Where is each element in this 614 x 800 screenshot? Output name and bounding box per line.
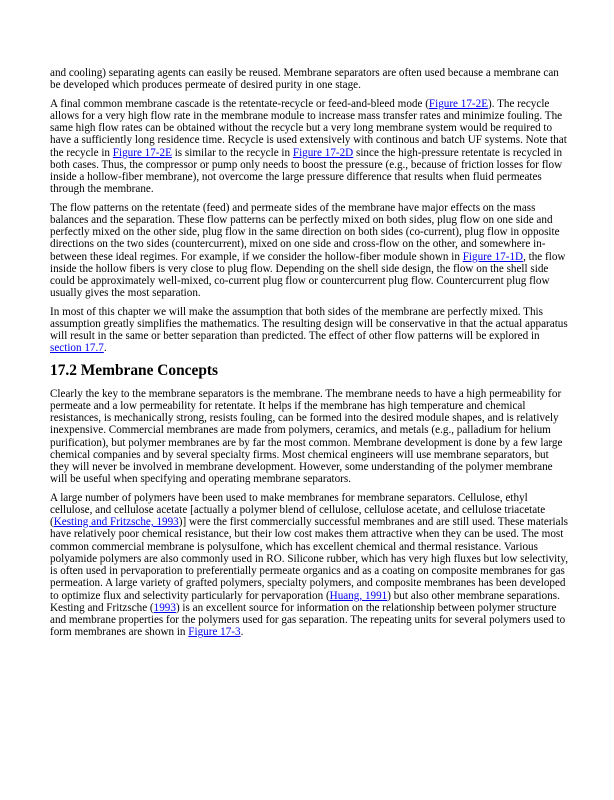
page-content	[50, 67, 568, 645]
paragraph	[50, 492, 568, 639]
cross-reference-link[interactable]: Figure 17-2D	[292, 146, 354, 159]
body-text: .	[240, 626, 244, 639]
cross-reference-link[interactable]: 1993	[153, 601, 176, 614]
paragraph	[50, 388, 568, 486]
body-text: A large number of polymers have been used to make membranes for membrane separators. Cellulose, ethyl cellulose, and cellulose acetate [actually a polymer blend of cellulose, cellulose acetate, and cellulose triacetate (	[50, 491, 546, 528]
body-text: is similar to the recycle in	[171, 146, 293, 159]
body-text: In most of this chapter we will make the assumption that both sides of the membrane are perfectly mixed. This assumption greatly simplifies the mathematics. The resulting design will be conservative in that the actual apparatus will result in the same or better separation than predicted. The effect of other flow patterns will be explored in	[50, 305, 568, 342]
body-text: ). The recycle allows for a very high flow rate in the membrane module to increase mass transfer rates and minimize fouling. The same high flow rates can be obtained without the recycle but a very long membrane system would be required to have a sufficiently long residence time. Recycle is used extensively with continous and batch UF systems. Note that the recycle in	[50, 97, 567, 159]
paragraph	[50, 98, 568, 196]
cross-reference-link[interactable]: section 17.7	[50, 342, 104, 355]
body-text: A final common membrane cascade is the retentate-recycle or feed-and-bleed mode (	[50, 97, 429, 110]
body-text: ) but also other membrane separations. Kesting and Fritzsche (	[50, 589, 560, 614]
body-text: The flow patterns on the retentate (feed) and permeate sides of the membrane have major effects on the mass balances and the separation. These flow patterns can be perfectly mixed on both sides, plug flow on one side and perfectly mixed on the other side, plug flow in the same direction on both sides (co-current), plug flow in opposite directions on the two sides (countercurrent), mixed on one side and cross-flow on the other, and somewhere in-between these ideal regimes. For example, if we consider the hollow-fiber module shown in	[50, 201, 560, 263]
body-text: and cooling) separating agents can easily be reused. Membrane separators are often used because a membrane can be developed which produces permeate of desired purity in one stage.	[50, 67, 559, 92]
cross-reference-link[interactable]: Figure 17-3	[188, 626, 241, 639]
cross-reference-link[interactable]: Huang, 1991	[329, 589, 388, 602]
cross-reference-link[interactable]: Figure 17-2E	[428, 97, 489, 110]
body-text: .	[103, 342, 107, 355]
paragraph	[50, 67, 568, 92]
body-text: since the high-pressure retentate is recycled in both cases. Thus, the compressor or pump only needs to boost the pressure (e.g., because of friction losses for flow inside a hollow-fiber membrane), not overcome the large pressure difference that results when fluid permeates through the membrane.	[50, 146, 563, 196]
section-heading: 17.2 Membrane Concepts	[50, 361, 218, 379]
cross-reference-link[interactable]: Kesting and Fritzsche, 1993	[53, 516, 179, 528]
paragraph	[50, 202, 568, 300]
paragraph	[50, 306, 568, 355]
body-text: )] were the first commercially successful membranes and are still used. These materials have relatively poor chemical resistance, but their low cost makes them attractive when they can be used. The most common commercial membrane is polysulfone, which has excellent chemical and thermal resistance. Various polyamide polymers are also commonly used in RO. Silicone rubber, which has very high fluxes but low selectivity, is often used in pervaporation to preferentially permeate organics and as a coating on composite membranes for gas permeation. A large variety of grafted polymers, specialty polymers, and composite membranes has been developed to optimize flux and selectivity particularly for pervaporation (	[50, 516, 569, 602]
body-text: Clearly the key to the membrane separators is the membrane. The membrane needs to have a high permeability for permeate and a low permeability for retentate. It helps if the membrane has high temperature and chemical resistances, is mechanically strong, resists fouling, can be formed into the desired module shapes, and is relatively inexpensive. Commercial membranes are made from polymers, ceramics, and metals (e.g., palladium for helium purification), but polymer membranes are by far the most common. Membrane development is done by a few large chemical companies and by several specialty firms. Most chemical engineers will use membrane separators, but they will never be involved in membrane development. However, some understanding of the polymer membrane will be useful when specifying and operating membrane separators.	[50, 387, 563, 486]
cross-reference-link[interactable]: Figure 17-1D	[462, 250, 524, 263]
body-text: ) is an excellent source for information on the relationship between polymer structure and membrane properties for the polymers used for gas separation. The repeating units for several polymers used to form membranes are shown in	[50, 601, 566, 639]
cross-reference-link[interactable]: Figure 17-2E	[112, 146, 172, 159]
body-text: , the flow inside the hollow fibers is very close to plug flow. Depending on the shell side design, the flow on the shell side could be approximately well-mixed, co-current plug flow or countercurrent plug flow. Countercurrent plug flow usually gives the most separation.	[50, 250, 566, 300]
